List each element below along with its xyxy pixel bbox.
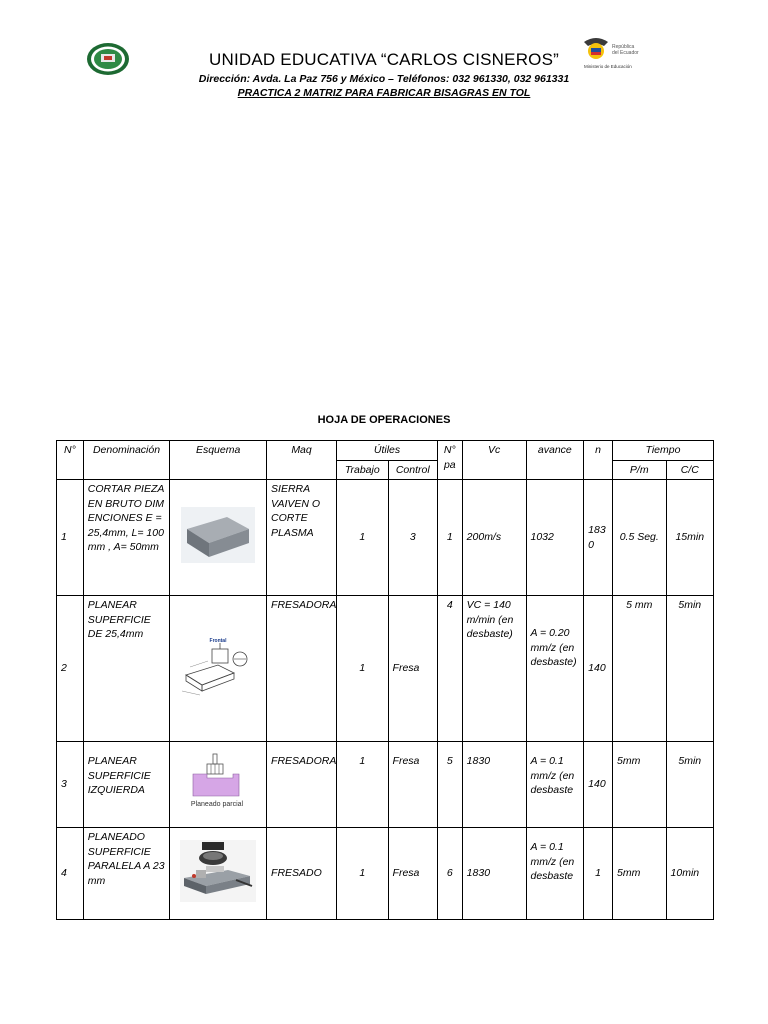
- row-denominacion: PLANEAR SUPERFICIE DE 25,4mm: [83, 596, 169, 742]
- operations-table: [56, 440, 714, 920]
- row-control: Fresa: [388, 596, 437, 742]
- header-vc: Vc: [462, 441, 526, 480]
- row-trabajo: 1: [337, 828, 388, 920]
- table-row: [57, 742, 714, 828]
- partial-planing-icon: [183, 752, 253, 812]
- row-control: Fresa: [388, 742, 437, 828]
- row-n: 140: [584, 742, 613, 828]
- row-npa: 1: [437, 480, 462, 596]
- row-denominacion: PLANEADO SUPERFICIE PARALELA A 23 mm: [83, 828, 169, 920]
- milling-vise-icon: [180, 840, 256, 902]
- row-npa: 6: [437, 828, 462, 920]
- row-maq: FRESADO: [267, 828, 337, 920]
- row-avance: A = 0.1 mm/z (en desbaste: [526, 828, 584, 920]
- row-vc: 200m/s: [462, 480, 526, 596]
- document-header: [0, 40, 768, 99]
- row-control: Fresa: [388, 828, 437, 920]
- row-no: 4: [57, 828, 84, 920]
- row-avance: A = 0.1 mm/z (en desbaste: [526, 742, 584, 828]
- row-cc: 5min: [666, 742, 713, 828]
- row-esquema: [170, 480, 267, 596]
- row-maq: FRESADORA: [267, 742, 337, 828]
- row-cc: 5min: [666, 596, 713, 742]
- header-cc: C/C: [666, 460, 713, 480]
- row-cc: 10min: [666, 828, 713, 920]
- row-avance: 1032: [526, 480, 584, 596]
- row-control: 3: [388, 480, 437, 596]
- row-esquema: [170, 828, 267, 920]
- row-n: 140: [584, 596, 613, 742]
- ministry-name: Ministerio de Educación: [584, 64, 632, 69]
- row-no: 3: [57, 742, 84, 828]
- sheet-title: HOJA DE OPERACIONES: [317, 414, 451, 426]
- row-no: 1: [57, 480, 84, 596]
- row-pm: 5mm: [612, 742, 666, 828]
- row-esquema: [170, 596, 267, 742]
- table-row: [57, 596, 714, 742]
- row-denominacion: PLANEAR SUPERFICIE IZQUIERDA: [83, 742, 169, 828]
- row-esquema: [170, 742, 267, 828]
- row-no: 2: [57, 596, 84, 742]
- frontal-milling-icon: [178, 635, 258, 697]
- row-denominacion: CORTAR PIEZA EN BRUTO DIMENCIONES E = 25,4mm, L= 100mm , A= 50mm: [83, 480, 169, 596]
- ministry-logo-text: República del Ecuador: [612, 44, 639, 56]
- header-control: Control: [388, 460, 437, 480]
- row-n: 1: [584, 828, 613, 920]
- row-trabajo: 1: [337, 480, 388, 596]
- row-maq: SIERRA VAIVEN O CORTE PLASMA: [267, 480, 337, 596]
- header-no: N°: [57, 441, 84, 480]
- row-npa: 5: [437, 742, 462, 828]
- row-pm: 5mm: [612, 828, 666, 920]
- header-tiempo: Tiempo: [612, 441, 713, 461]
- row-vc: 1830: [462, 828, 526, 920]
- header-row: [57, 441, 714, 461]
- steel-block-icon: [181, 507, 255, 563]
- row-trabajo: 1: [337, 596, 388, 742]
- header-utiles: Útiles: [337, 441, 438, 461]
- row-cc: 15min: [666, 480, 713, 596]
- row-pm: 0.5 Seg.: [612, 480, 666, 596]
- school-address: Dirección: Avda. La Paz 756 y México – Teléfonos: 032 961330, 032 961331: [198, 73, 570, 85]
- row-npa: 4: [437, 596, 462, 742]
- header-trabajo: Trabajo: [337, 460, 388, 480]
- header-esquema: Esquema: [170, 441, 267, 480]
- row-n: 1830: [584, 480, 613, 596]
- row-vc: 1830: [462, 742, 526, 828]
- header-denominacion: Denominación: [83, 441, 169, 480]
- row-pm: 5 mm: [612, 596, 666, 742]
- row-vc: VC = 140 m/min (en desbaste): [462, 596, 526, 742]
- esquema-label: Frontal: [209, 638, 227, 645]
- esquema-label: Planeado parcial: [191, 801, 244, 809]
- header-avance: avance: [526, 441, 584, 480]
- header-npa: N° pa: [437, 441, 462, 480]
- row-maq: FRESADORA: [267, 596, 337, 742]
- row-trabajo: 1: [337, 742, 388, 828]
- header-n: n: [584, 441, 613, 480]
- row-avance: A = 0.20 mm/z (en desbaste): [526, 596, 584, 742]
- school-title: UNIDAD EDUCATIVA “CARLOS CISNEROS”: [209, 50, 559, 69]
- header-maq: Maq: [267, 441, 337, 480]
- practice-title: PRACTICA 2 MATRIZ PARA FABRICAR BISAGRAS EN TOL: [237, 87, 531, 99]
- table-row: [57, 828, 714, 920]
- table-row: [57, 480, 714, 596]
- header-pm: P/m: [612, 460, 666, 480]
